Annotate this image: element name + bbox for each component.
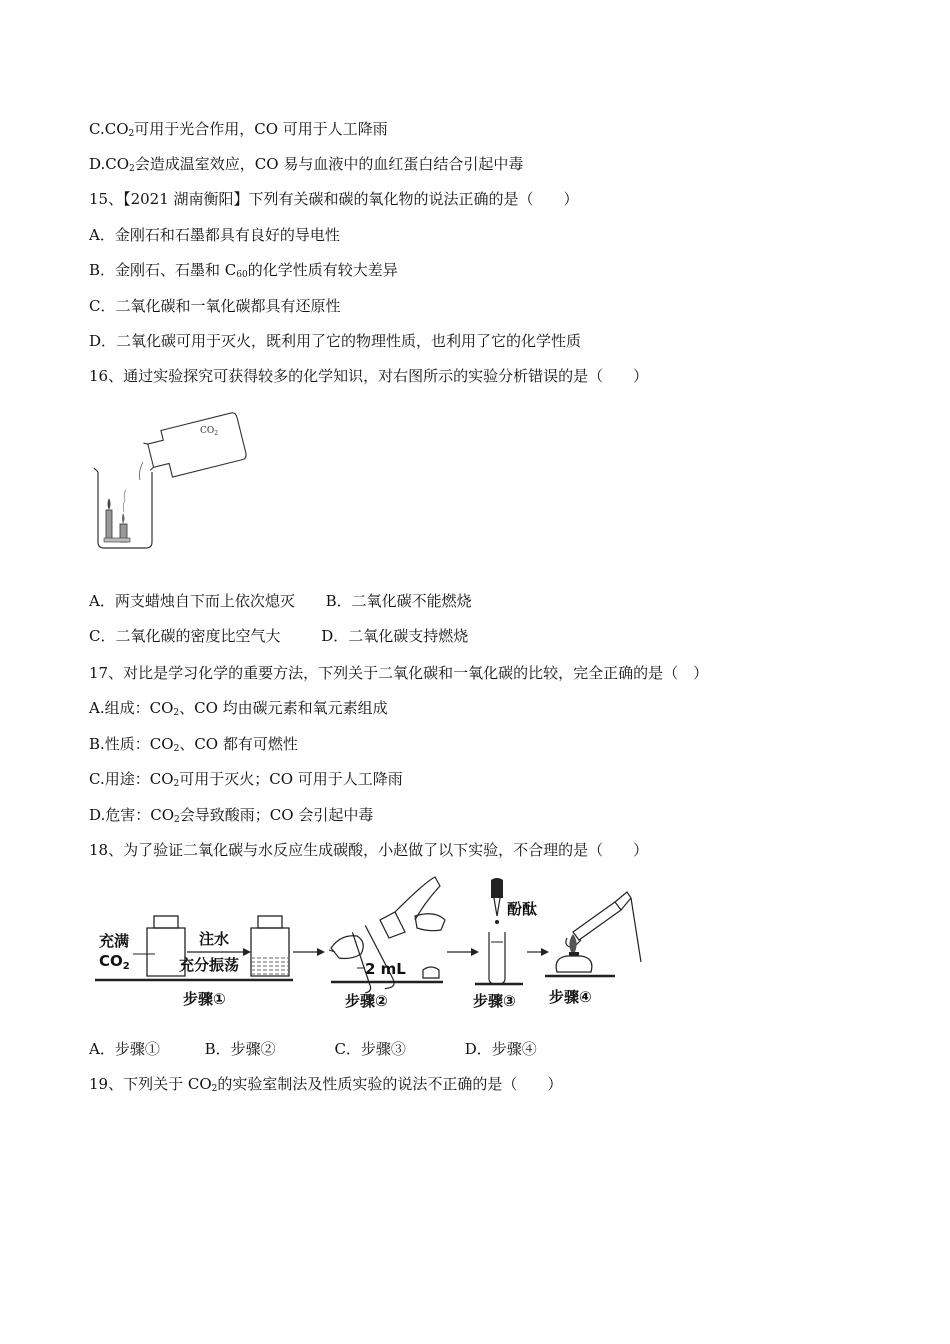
co2-label: $CO_2$ — [99, 952, 130, 972]
q16-co2-label: $CO_2$ — [200, 426, 219, 437]
prev-option-c: $C.CO_2$可用于光合作用，CO 可用于人工降雨 — [89, 120, 388, 139]
q16-option-b: B．二氧化碳不能燃烧 — [325, 592, 472, 610]
inject-label: 注水 — [199, 930, 230, 948]
q18-steps-figure — [95, 872, 645, 1012]
shake-label: 充分振荡 — [179, 956, 240, 974]
q15-option-d: D．二氧化碳可用于灭火，既利用了它的物理性质，也利用了它的化学性质 — [89, 332, 582, 350]
q16-stem: 16、通过实验探究可获得较多的化学知识，对右图所示的实验分析错误的是（ ） — [89, 367, 649, 385]
q16-candle-figure — [88, 402, 248, 552]
q18-option-d: D．步骤④ — [464, 1040, 537, 1058]
q16-option-c: C．二氧化碳的密度比空气大 — [89, 627, 281, 645]
q17-option-a: A.组成：$CO_2$、CO 均由碳元素和氧元素组成 — [89, 699, 388, 718]
q17-option-c: C.用途：$CO_2$可用于灭火；CO 可用于人工降雨 — [89, 770, 403, 789]
q16-options-row-2 — [89, 626, 468, 646]
step-1-label: 步骤① — [183, 990, 226, 1008]
q17-option-d: D.危害：$CO_2$会导致酸雨；CO 会引起中毒 — [89, 806, 374, 825]
q15-stem: 15、【2021 湖南衡阳】下列有关碳和碳的氧化物的说法正确的是（ ） — [89, 190, 579, 208]
q18-option-c: C．步骤③ — [334, 1040, 406, 1058]
q18-option-a: A．步骤① — [89, 1040, 160, 1058]
step-4-label: 步骤④ — [549, 988, 592, 1006]
q16-option-d: D．二氧化碳支持燃烧 — [321, 627, 469, 645]
volume-label: 2 mL — [365, 960, 406, 978]
q18-stem: 18、为了验证二氧化碳与水反应生成碳酸，小赵做了以下实验，不合理的是（ ） — [89, 841, 649, 859]
q15-option-c: C．二氧化碳和一氧化碳都具有还原性 — [89, 297, 341, 315]
q17-option-b: B.性质：$CO_2$、CO 都有可燃性 — [89, 735, 298, 754]
q19-stem: 19、下列关于 $CO_2$的实验室制法及性质实验的说法不正确的是（ ） — [89, 1075, 563, 1094]
step-3-label: 步骤③ — [473, 992, 516, 1010]
q16-options-row-1 — [89, 591, 472, 611]
step-2-label: 步骤② — [345, 992, 388, 1010]
q16-option-a: A．两支蜡烛自下而上依次熄灭 — [89, 592, 295, 610]
q18-option-b: B．步骤② — [204, 1040, 276, 1058]
prev-option-d: $D.CO_2$会造成温室效应，CO 易与血液中的血红蛋白结合引起中毒 — [89, 155, 524, 174]
full-label: 充满 — [99, 932, 130, 950]
indicator-label: 酚酞 — [507, 900, 538, 918]
q15-option-b: B．金刚石、石墨和 $C_{60}$的化学性质有较大差异 — [89, 261, 398, 280]
q17-stem: 17、对比是学习化学的重要方法，下列关于二氧化碳和一氧化碳的比较，完全正确的是（ ） — [89, 664, 709, 682]
q18-options-row — [89, 1039, 537, 1059]
q15-option-a: A．金刚石和石墨都具有良好的导电性 — [89, 226, 340, 244]
